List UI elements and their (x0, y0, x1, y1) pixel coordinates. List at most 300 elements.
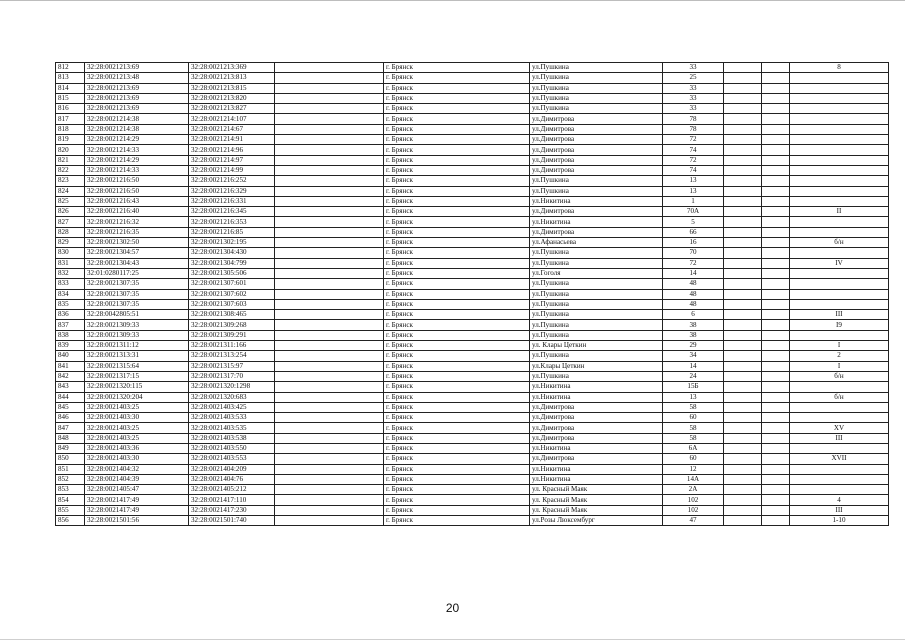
apartment-cell (790, 289, 889, 299)
apartment-cell (790, 248, 889, 258)
table-row (56, 227, 889, 237)
cadastral-quarter-cell: 32:28:0021403:25 (85, 433, 189, 443)
empty-cell (275, 382, 384, 392)
apartment-cell: б/н (790, 371, 889, 381)
street-cell: ул.Пушкина (530, 63, 663, 73)
row-number-cell: 837 (56, 320, 85, 330)
empty-cell (762, 443, 790, 453)
street-cell: ул.Никитина (530, 474, 663, 484)
cadastral-number-cell: 32:28:0021403:535 (189, 423, 275, 433)
house-number-cell: 24 (663, 371, 724, 381)
cadastral-quarter-cell: 32:28:0021216:43 (85, 196, 189, 206)
row-number-cell: 851 (56, 464, 85, 474)
empty-cell (275, 485, 384, 495)
cadastral-number-cell: 32:28:0021403:550 (189, 443, 275, 453)
empty-cell (762, 371, 790, 381)
city-cell: г. Брянск (384, 443, 530, 453)
empty-cell (762, 341, 790, 351)
city-cell: г. Брянск (384, 341, 530, 351)
cadastral-number-cell: 32:28:0021214:97 (189, 155, 275, 165)
empty-cell (275, 474, 384, 484)
empty-cell (762, 485, 790, 495)
city-cell: г. Брянск (384, 413, 530, 423)
table-row (56, 135, 889, 145)
empty-cell (275, 93, 384, 103)
table-row (56, 145, 889, 155)
apartment-cell (790, 135, 889, 145)
empty-cell (275, 443, 384, 453)
street-cell: ул.Димитрова (530, 124, 663, 134)
cadastral-number-cell: 32:28:0021309:268 (189, 320, 275, 330)
row-number-cell: 849 (56, 443, 85, 453)
empty-cell (275, 505, 384, 515)
street-cell: ул.Никитина (530, 217, 663, 227)
cadastral-quarter-cell: 32:28:0021214:29 (85, 155, 189, 165)
empty-cell (762, 145, 790, 155)
apartment-cell (790, 474, 889, 484)
street-cell: ул.Димитрова (530, 413, 663, 423)
empty-cell (724, 238, 762, 248)
city-cell: г. Брянск (384, 423, 530, 433)
house-number-cell: 60 (663, 413, 724, 423)
city-cell: г. Брянск (384, 474, 530, 484)
empty-cell (762, 135, 790, 145)
house-number-cell: 33 (663, 104, 724, 114)
empty-cell (275, 289, 384, 299)
row-number-cell: 823 (56, 176, 85, 186)
city-cell: г. Брянск (384, 114, 530, 124)
empty-cell (275, 114, 384, 124)
empty-cell (762, 464, 790, 474)
page-number: 20 (445, 601, 460, 615)
empty-cell (724, 371, 762, 381)
apartment-cell: III (790, 310, 889, 320)
street-cell: ул.Гоголя (530, 268, 663, 278)
city-cell: г. Брянск (384, 227, 530, 237)
apartment-cell (790, 155, 889, 165)
cadastral-number-cell: 32:28:0021213:815 (189, 83, 275, 93)
empty-cell (275, 145, 384, 155)
table-row (56, 516, 889, 526)
city-cell: г. Брянск (384, 310, 530, 320)
cadastral-number-cell: 32:28:0021309:291 (189, 330, 275, 340)
empty-cell (762, 176, 790, 186)
city-cell: г. Брянск (384, 371, 530, 381)
empty-cell (762, 83, 790, 93)
house-number-cell: 102 (663, 505, 724, 515)
empty-cell (762, 279, 790, 289)
house-number-cell: 72 (663, 135, 724, 145)
city-cell: г. Брянск (384, 248, 530, 258)
row-number-cell: 833 (56, 279, 85, 289)
empty-cell (762, 361, 790, 371)
cadastral-number-cell: 32:28:0021311:166 (189, 341, 275, 351)
street-cell: ул.Афанасьева (530, 238, 663, 248)
cadastral-quarter-cell: 32:28:0021404:32 (85, 464, 189, 474)
table-row (56, 485, 889, 495)
table-row (56, 495, 889, 505)
street-cell: ул.Розы Люксембург (530, 516, 663, 526)
table-row (56, 351, 889, 361)
cadastral-number-cell: 32:28:0021315:97 (189, 361, 275, 371)
house-number-cell: 78 (663, 124, 724, 134)
empty-cell (724, 114, 762, 124)
cadastral-number-cell: 32:28:0021320:683 (189, 392, 275, 402)
house-number-cell: 74 (663, 165, 724, 175)
cadastral-number-cell: 32:28:0021501:740 (189, 516, 275, 526)
row-number-cell: 815 (56, 93, 85, 103)
cadastral-quarter-cell: 32:01:0280117:25 (85, 268, 189, 278)
empty-cell (724, 433, 762, 443)
apartment-cell (790, 165, 889, 175)
city-cell: г. Брянск (384, 402, 530, 412)
apartment-cell: III (790, 505, 889, 515)
empty-cell (275, 423, 384, 433)
city-cell: г. Брянск (384, 124, 530, 134)
cadastral-quarter-cell: 32:28:0021213:69 (85, 63, 189, 73)
cadastral-quarter-cell: 32:28:0021216:50 (85, 186, 189, 196)
house-number-cell: 6 (663, 310, 724, 320)
empty-cell (724, 135, 762, 145)
cadastral-quarter-cell: 32:28:0021216:40 (85, 207, 189, 217)
cadastral-quarter-cell: 32:28:0021311:12 (85, 341, 189, 351)
apartment-cell: б/н (790, 238, 889, 248)
apartment-cell (790, 402, 889, 412)
empty-cell (762, 402, 790, 412)
cadastral-number-cell: 32:28:0021214:91 (189, 135, 275, 145)
city-cell: г. Брянск (384, 176, 530, 186)
street-cell: ул. Красный Маяк (530, 495, 663, 505)
cadastral-number-cell: 32:28:0021320:1298 (189, 382, 275, 392)
empty-cell (724, 83, 762, 93)
apartment-cell: 8 (790, 63, 889, 73)
cadastral-quarter-cell: 32:28:0021417:49 (85, 505, 189, 515)
empty-cell (275, 124, 384, 134)
house-number-cell: 48 (663, 279, 724, 289)
empty-cell (762, 433, 790, 443)
table-row (56, 165, 889, 175)
cadastral-number-cell: 32:28:0021417:230 (189, 505, 275, 515)
apartment-cell (790, 93, 889, 103)
row-number-cell: 816 (56, 104, 85, 114)
street-cell: ул.Пушкина (530, 73, 663, 83)
cadastral-number-cell: 32:28:0021404:76 (189, 474, 275, 484)
row-number-cell: 814 (56, 83, 85, 93)
table-row (56, 433, 889, 443)
city-cell: г. Брянск (384, 145, 530, 155)
city-cell: г. Брянск (384, 330, 530, 340)
row-number-cell: 836 (56, 310, 85, 320)
cadastral-quarter-cell: 32:28:0021417:49 (85, 495, 189, 505)
cadastral-number-cell: 32:28:0021216:85 (189, 227, 275, 237)
row-number-cell: 854 (56, 495, 85, 505)
house-number-cell: 14 (663, 268, 724, 278)
empty-cell (762, 320, 790, 330)
street-cell: ул.Димитрова (530, 227, 663, 237)
row-number-cell: 838 (56, 330, 85, 340)
cadastral-number-cell: 32:28:0021405:212 (189, 485, 275, 495)
cadastral-quarter-cell: 32:28:0021320:115 (85, 382, 189, 392)
empty-cell (762, 392, 790, 402)
house-number-cell: 15Б (663, 382, 724, 392)
cadastral-quarter-cell: 32:28:0042805:51 (85, 310, 189, 320)
house-number-cell: 58 (663, 423, 724, 433)
apartment-cell: 2 (790, 351, 889, 361)
street-cell: ул. Клары Цеткин (530, 341, 663, 351)
empty-cell (762, 207, 790, 217)
house-number-cell: 13 (663, 392, 724, 402)
empty-cell (724, 341, 762, 351)
empty-cell (275, 341, 384, 351)
apartment-cell (790, 464, 889, 474)
empty-cell (724, 402, 762, 412)
empty-cell (762, 104, 790, 114)
table-row (56, 207, 889, 217)
row-number-cell: 844 (56, 392, 85, 402)
city-cell: г. Брянск (384, 217, 530, 227)
apartment-cell (790, 299, 889, 309)
empty-cell (762, 155, 790, 165)
city-cell: г. Брянск (384, 454, 530, 464)
city-cell: г. Брянск (384, 165, 530, 175)
cadastral-quarter-cell: 32:28:0021405:47 (85, 485, 189, 495)
empty-cell (762, 186, 790, 196)
empty-cell (724, 196, 762, 206)
empty-cell (724, 258, 762, 268)
street-cell: ул.Пушкина (530, 248, 663, 258)
city-cell: г. Брянск (384, 93, 530, 103)
table-row (56, 330, 889, 340)
empty-cell (762, 93, 790, 103)
cadastral-number-cell: 32:28:0021216:329 (189, 186, 275, 196)
house-number-cell: 16 (663, 238, 724, 248)
apartment-cell: III (790, 433, 889, 443)
empty-cell (275, 104, 384, 114)
cadastral-number-cell: 32:28:0021213:369 (189, 63, 275, 73)
table-row (56, 217, 889, 227)
cadastral-number-cell: 32:28:0021307:603 (189, 299, 275, 309)
empty-cell (724, 248, 762, 258)
street-cell: ул.Клары Цеткин (530, 361, 663, 371)
street-cell: ул.Пушкина (530, 351, 663, 361)
cadastral-number-cell: 32:28:0021302:195 (189, 238, 275, 248)
table-row (56, 238, 889, 248)
street-cell: ул.Пушкина (530, 289, 663, 299)
empty-cell (724, 361, 762, 371)
apartment-cell (790, 83, 889, 93)
cadastral-quarter-cell: 32:28:0021214:38 (85, 124, 189, 134)
house-number-cell: 25 (663, 73, 724, 83)
empty-cell (275, 83, 384, 93)
cadastral-quarter-cell: 32:28:0021304:57 (85, 248, 189, 258)
empty-cell (275, 227, 384, 237)
apartment-cell (790, 176, 889, 186)
cadastral-quarter-cell: 32:28:0021213:69 (85, 104, 189, 114)
empty-cell (275, 176, 384, 186)
street-cell: ул.Димитрова (530, 145, 663, 155)
empty-cell (762, 505, 790, 515)
empty-cell (724, 145, 762, 155)
city-cell: г. Брянск (384, 320, 530, 330)
city-cell: г. Брянск (384, 104, 530, 114)
cadastral-quarter-cell: 32:28:0021304:43 (85, 258, 189, 268)
house-number-cell: 5 (663, 217, 724, 227)
cadastral-number-cell: 32:28:0021313:254 (189, 351, 275, 361)
row-number-cell: 830 (56, 248, 85, 258)
empty-cell (762, 227, 790, 237)
empty-cell (275, 279, 384, 289)
cadastral-quarter-cell: 32:28:0021302:50 (85, 238, 189, 248)
city-cell: г. Брянск (384, 299, 530, 309)
house-number-cell: 38 (663, 320, 724, 330)
house-number-cell: 14А (663, 474, 724, 484)
city-cell: г. Брянск (384, 485, 530, 495)
table-row (56, 186, 889, 196)
cadastral-number-cell: 32:28:0021214:96 (189, 145, 275, 155)
empty-cell (724, 73, 762, 83)
house-number-cell: 13 (663, 186, 724, 196)
cadastral-quarter-cell: 32:28:0021307:35 (85, 289, 189, 299)
cadastral-quarter-cell: 32:28:0021501:56 (85, 516, 189, 526)
empty-cell (275, 371, 384, 381)
street-cell: ул.Пушкина (530, 320, 663, 330)
table-row (56, 176, 889, 186)
empty-cell (275, 268, 384, 278)
empty-cell (724, 186, 762, 196)
apartment-cell: XV (790, 423, 889, 433)
house-number-cell: 6А (663, 443, 724, 453)
street-cell: ул.Пушкина (530, 299, 663, 309)
city-cell: г. Брянск (384, 505, 530, 515)
apartment-cell: 1-10 (790, 516, 889, 526)
apartment-cell: I (790, 341, 889, 351)
cadastral-quarter-cell: 32:28:0021213:48 (85, 73, 189, 83)
empty-cell (724, 310, 762, 320)
house-number-cell: 48 (663, 299, 724, 309)
street-cell: ул.Пушкина (530, 371, 663, 381)
row-number-cell: 826 (56, 207, 85, 217)
city-cell: г. Брянск (384, 155, 530, 165)
cadastral-number-cell: 32:28:0021403:533 (189, 413, 275, 423)
city-cell: г. Брянск (384, 135, 530, 145)
empty-cell (275, 454, 384, 464)
empty-cell (724, 351, 762, 361)
empty-cell (762, 351, 790, 361)
cadastral-number-cell: 32:28:0021216:353 (189, 217, 275, 227)
street-cell: ул.Пушкина (530, 104, 663, 114)
apartment-cell (790, 443, 889, 453)
empty-cell (762, 73, 790, 83)
house-number-cell: 70 (663, 248, 724, 258)
cadastral-number-cell: 32:28:0021214:99 (189, 165, 275, 175)
empty-cell (724, 454, 762, 464)
apartment-cell: XVII (790, 454, 889, 464)
page-top-edge (0, 0, 905, 1)
empty-cell (724, 474, 762, 484)
street-cell: ул.Никитина (530, 392, 663, 402)
cadastral-quarter-cell: 32:28:0021214:38 (85, 114, 189, 124)
apartment-cell: I (790, 361, 889, 371)
apartment-cell: 4 (790, 495, 889, 505)
street-cell: ул.Пушкина (530, 93, 663, 103)
apartment-cell: I9 (790, 320, 889, 330)
empty-cell (762, 330, 790, 340)
street-cell: ул.Димитрова (530, 165, 663, 175)
apartment-cell (790, 485, 889, 495)
empty-cell (275, 299, 384, 309)
city-cell: г. Брянск (384, 63, 530, 73)
empty-cell (275, 196, 384, 206)
apartment-cell (790, 413, 889, 423)
apartment-cell (790, 114, 889, 124)
table-row (56, 299, 889, 309)
row-number-cell: 840 (56, 351, 85, 361)
house-number-cell: 102 (663, 495, 724, 505)
row-number-cell: 841 (56, 361, 85, 371)
row-number-cell: 817 (56, 114, 85, 124)
street-cell: ул.Димитрова (530, 135, 663, 145)
city-cell: г. Брянск (384, 361, 530, 371)
table-row (56, 320, 889, 330)
table-row (56, 268, 889, 278)
apartment-cell (790, 73, 889, 83)
cadastral-quarter-cell: 32:28:0021307:35 (85, 299, 189, 309)
house-number-cell: 29 (663, 341, 724, 351)
city-cell: г. Брянск (384, 186, 530, 196)
city-cell: г. Брянск (384, 238, 530, 248)
empty-cell (275, 433, 384, 443)
cadastral-number-cell: 32:28:0021216:331 (189, 196, 275, 206)
table-row (56, 114, 889, 124)
table-row (56, 454, 889, 464)
city-cell: г. Брянск (384, 196, 530, 206)
apartment-cell (790, 217, 889, 227)
cadastral-quarter-cell: 32:28:0021309:33 (85, 330, 189, 340)
street-cell: ул.Никитина (530, 443, 663, 453)
empty-cell (724, 176, 762, 186)
street-cell: ул.Димитрова (530, 433, 663, 443)
city-cell: г. Брянск (384, 279, 530, 289)
empty-cell (275, 320, 384, 330)
table-row (56, 196, 889, 206)
row-number-cell: 827 (56, 217, 85, 227)
row-number-cell: 822 (56, 165, 85, 175)
cadastral-quarter-cell: 32:28:0021403:36 (85, 443, 189, 453)
row-number-cell: 812 (56, 63, 85, 73)
apartment-cell (790, 145, 889, 155)
house-number-cell: 33 (663, 93, 724, 103)
street-cell: ул.Димитрова (530, 454, 663, 464)
cadastral-quarter-cell: 32:28:0021403:30 (85, 454, 189, 464)
table-row (56, 155, 889, 165)
cadastral-number-cell: 32:28:0021214:67 (189, 124, 275, 134)
cadastral-quarter-cell: 32:28:0021213:69 (85, 83, 189, 93)
row-number-cell: 824 (56, 186, 85, 196)
empty-cell (724, 516, 762, 526)
empty-cell (275, 217, 384, 227)
cadastral-quarter-cell: 32:28:0021216:50 (85, 176, 189, 186)
house-number-cell: 38 (663, 330, 724, 340)
row-number-cell: 835 (56, 299, 85, 309)
cadastral-number-cell: 32:28:0021403:538 (189, 433, 275, 443)
row-number-cell: 850 (56, 454, 85, 464)
empty-cell (724, 279, 762, 289)
cadastral-number-cell: 32:28:0021304:799 (189, 258, 275, 268)
table-row (56, 474, 889, 484)
city-cell: г. Брянск (384, 433, 530, 443)
empty-cell (762, 217, 790, 227)
empty-cell (762, 474, 790, 484)
